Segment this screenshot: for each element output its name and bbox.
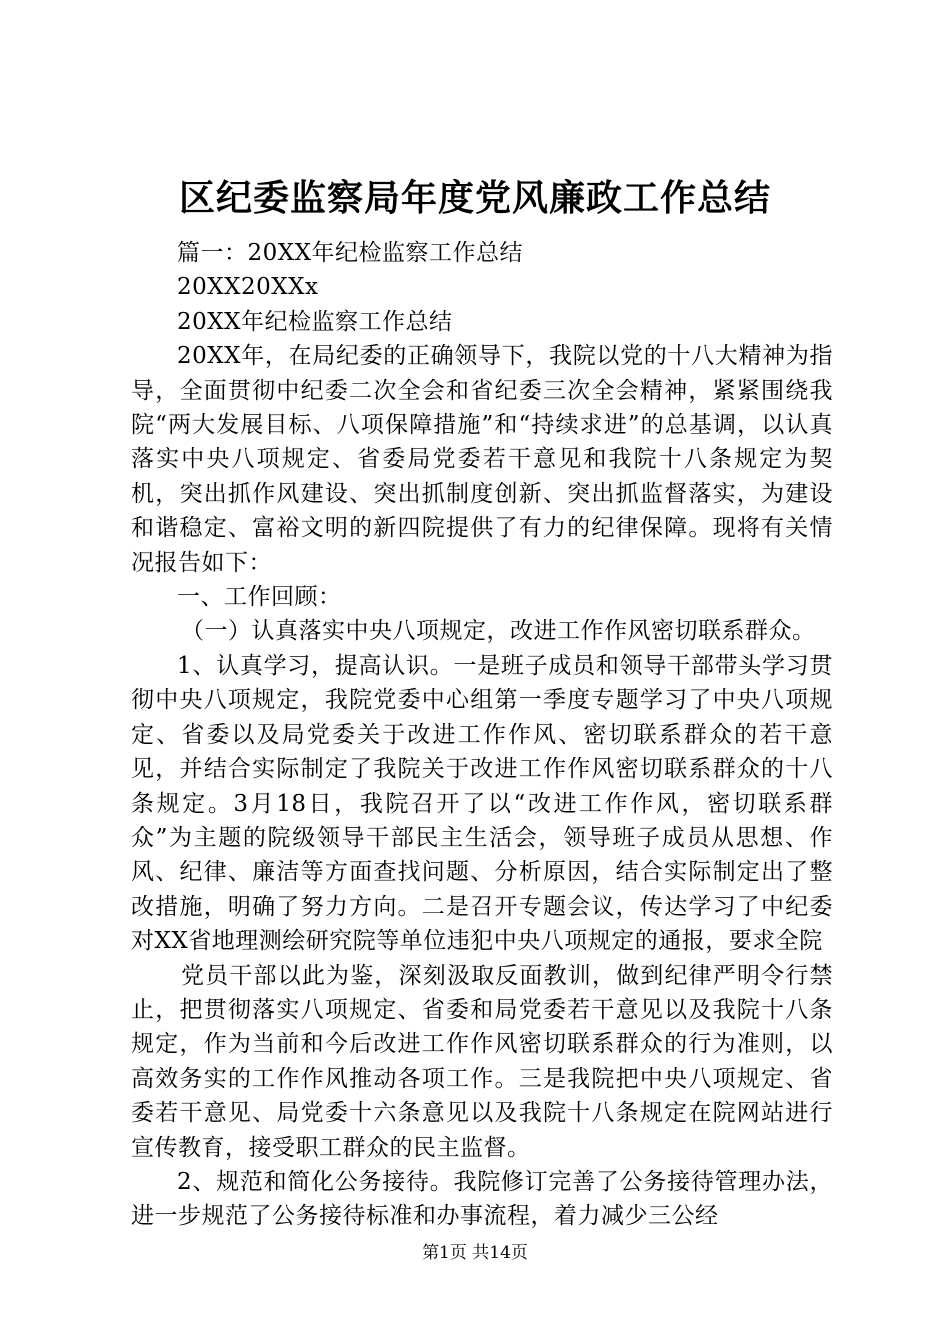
paragraph-item-1-cont: 党员干部以此为鉴，深刻汲取反面教训，做到纪律严明令行禁止，把贯彻落实八项规定、省委和局党委若干意见以及我院十八条规定，作为当前和今后改进工作作风密切联系群众的行为准则，以高效务实的工作作风推动各项工作。三是我院把中央八项规定、省委若干意见、局党委十六条意见以及我院十八条规定在院网站进行宣传教育，接受职工群众的民主监督。 xyxy=(131,962,833,1161)
document-body xyxy=(131,236,833,1234)
paragraph-date-code: 20XX20XXx xyxy=(177,274,319,301)
section-heading: 一、工作回顾： xyxy=(177,584,342,611)
document-title: 区纪委监察局年度党风廉政工作总结 xyxy=(178,177,771,219)
paragraph-item-1: 1、认真学习，提高认识。一是班子成员和领导干部带头学习贯彻中央八项规定，我院党委中心组第一季度专题学习了中央八项规定、省委以及局党委关于改进工作作风、密切联系群众的若干意见，并结合实际制定了我院关于改进工作作风密切联系群众的十八条规定。3月18日，我院召开了以“改进工作作风，密切联系群众”为主题的院级领导干部民主生活会，领导班子成员从思想、作风、纪律、廉洁等方面查找问题、分析原因，结合实际制定出了整改措施，明确了努力方向。二是召开专题会议，传达学习了中纪委对XX省地理测绘研究院等单位违犯中央八项规定的通报，要求全院 xyxy=(131,652,833,955)
page-footer: 第1页 共14页 xyxy=(422,1243,528,1263)
paragraph-item-2: 2、规范和简化公务接待。我院修订完善了公务接待管理办法，进一步规范了公务接待标准和办事流程，着力减少三公经 xyxy=(131,1168,833,1230)
paragraph-heading: 20XX年纪检监察工作总结 xyxy=(177,308,453,335)
paragraph-subtitle: 篇一：20XX年纪检监察工作总结 xyxy=(177,240,524,266)
paragraph-intro: 20XX年，在局纪委的正确领导下，我院以党的十八大精神为指导，全面贯彻中纪委二次全会和省纪委三次全会精神，紧紧围绕我院“两大发展目标、八项保障措施”和“持续求进”的总基调，以认真落实中央八项规定、省委局党委若干意见和我院十八条规定为契机，突出抓作风建设、突出抓制度创新、突出抓监督落实，为建设和谐稳定、富裕文明的新四院提供了有力的纪律保障。现将有关情况报告如下： xyxy=(131,343,833,576)
subsection-heading: （一）认真落实中央八项规定，改进工作作风密切联系群众。 xyxy=(181,618,816,645)
